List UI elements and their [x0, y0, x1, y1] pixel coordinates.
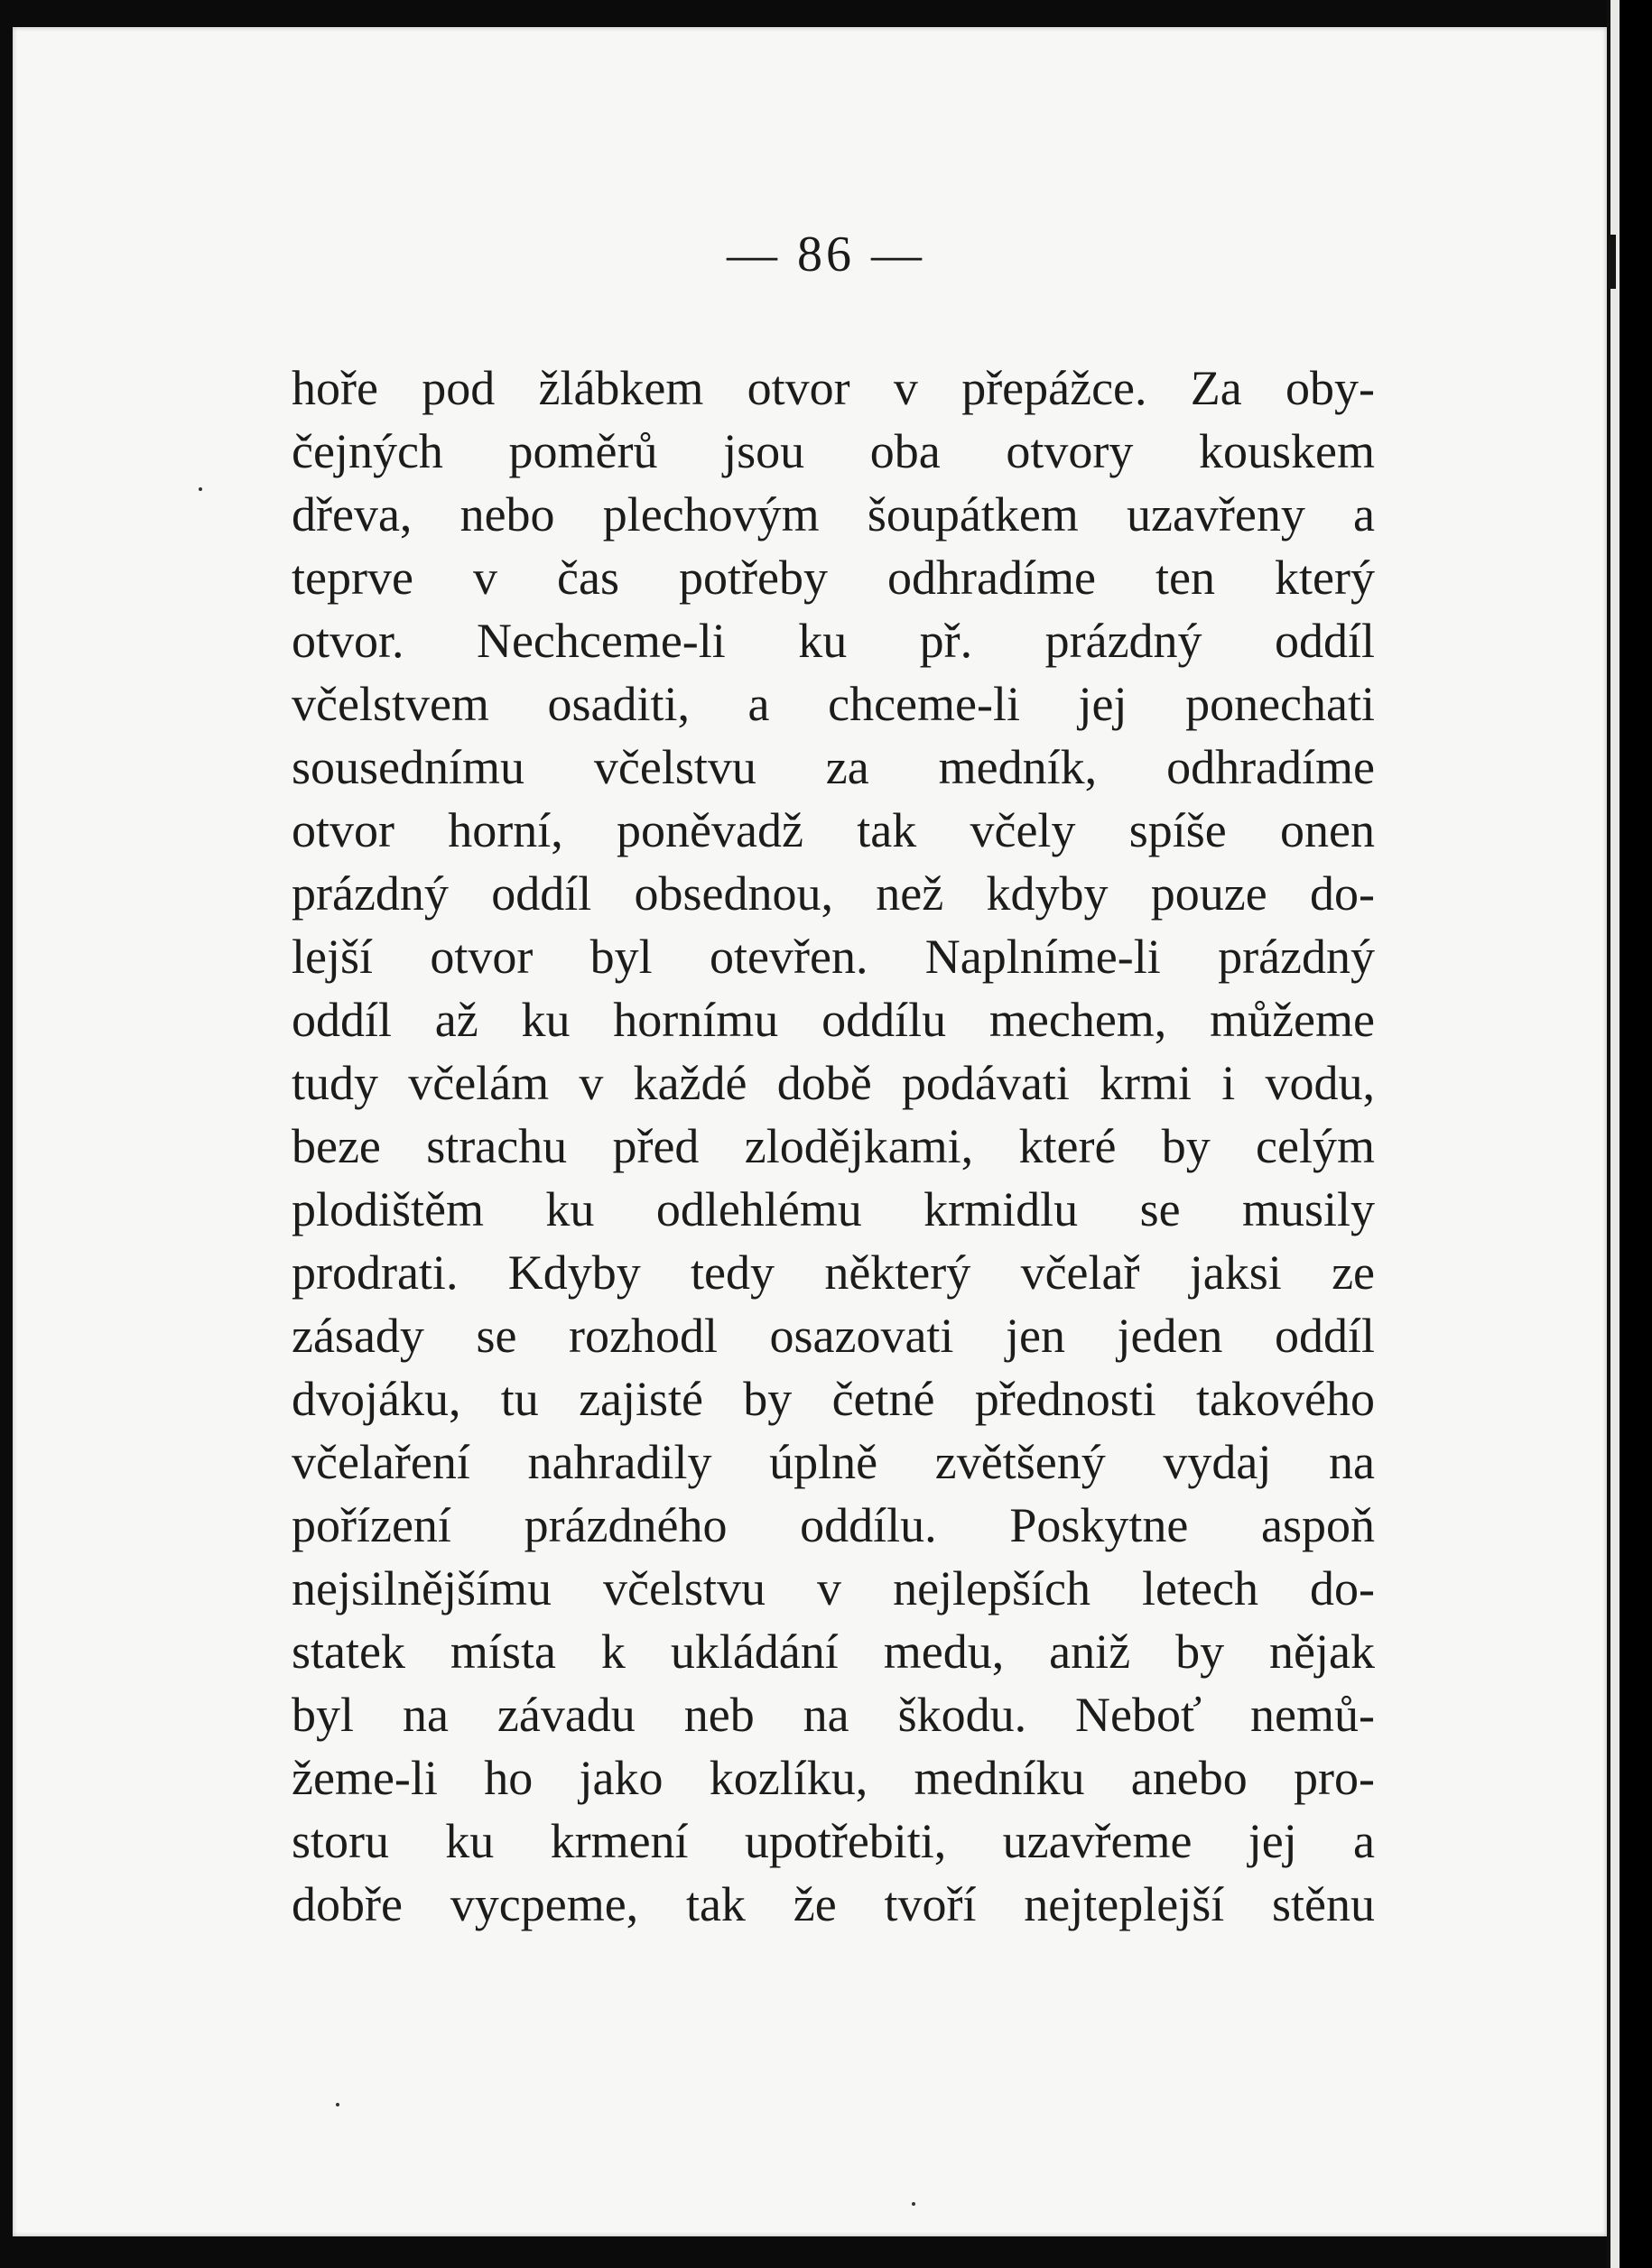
right-page-edge [1607, 0, 1652, 2268]
scan-speck [199, 487, 202, 491]
text-line: beze strachu před zlodějkami, které by celým [292, 1119, 1375, 1173]
text-line: zásady se rozhodl osazovati jen jeden oddíl [292, 1309, 1375, 1363]
text-line: oddíl až ku hornímu oddílu mechem, můžeme [292, 993, 1375, 1047]
text-line: nejsilnějšímu včelstvu v nejlepších letech do- [292, 1561, 1375, 1615]
text-line: lejší otvor byl otevřen. Naplníme-li prázdný [292, 930, 1375, 984]
text-line: otvor. Nechceme-li ku př. prázdný oddíl [292, 614, 1375, 668]
text-line: statek místa k ukládání medu, aniž by nějak [292, 1625, 1375, 1679]
text-line: prodrati. Kdyby tedy některý včelař jaksi ze [292, 1245, 1375, 1300]
text-line: včelstvem osaditi, a chceme-li jej ponechati [292, 677, 1375, 731]
scan-speck [336, 2103, 339, 2106]
scan-speck [912, 2202, 915, 2206]
text-line: dvojáku, tu zajisté by četné přednosti takového [292, 1372, 1375, 1426]
text-line: dřeva, nebo plechovým šoupátkem uzavřeny a [292, 487, 1375, 542]
text-line: byl na závadu neb na škodu. Neboť nemů- [292, 1688, 1375, 1742]
text-line: pořízení prázdného oddílu. Poskytne aspoň [292, 1498, 1375, 1552]
text-line: plodištěm ku odlehlému krmidlu se musily [292, 1182, 1375, 1236]
text-line: hoře pod žlábkem otvor v přepážce. Za oby- [292, 361, 1375, 415]
page-number: — 86 — [727, 227, 925, 282]
text-line: dobře vycpeme, tak že tvoří nejteplejší stěnu [292, 1877, 1375, 1931]
text-line: žeme-li ho jako kozlíku, medníku anebo pro- [292, 1751, 1375, 1805]
text-line: včelaření nahradily úplně zvětšený vydaj na [292, 1435, 1375, 1489]
text-line: tudy včelám v každé době podávati krmi i vodu, [292, 1056, 1375, 1110]
text-line: teprve v čas potřeby odhradíme ten který [292, 551, 1375, 605]
body-text [292, 356, 1375, 1936]
text-line: prázdný oddíl obsednou, než kdyby pouze do- [292, 866, 1375, 921]
text-line: otvor horní, poněvadž tak včely spíše onen [292, 803, 1375, 857]
text-line: čejných poměrů jsou oba otvory kouskem [292, 424, 1375, 478]
text-line: sousednímu včelstvu za medník, odhradíme [292, 740, 1375, 794]
text-line: storu ku krmení upotřebiti, uzavřeme jej a [292, 1814, 1375, 1868]
